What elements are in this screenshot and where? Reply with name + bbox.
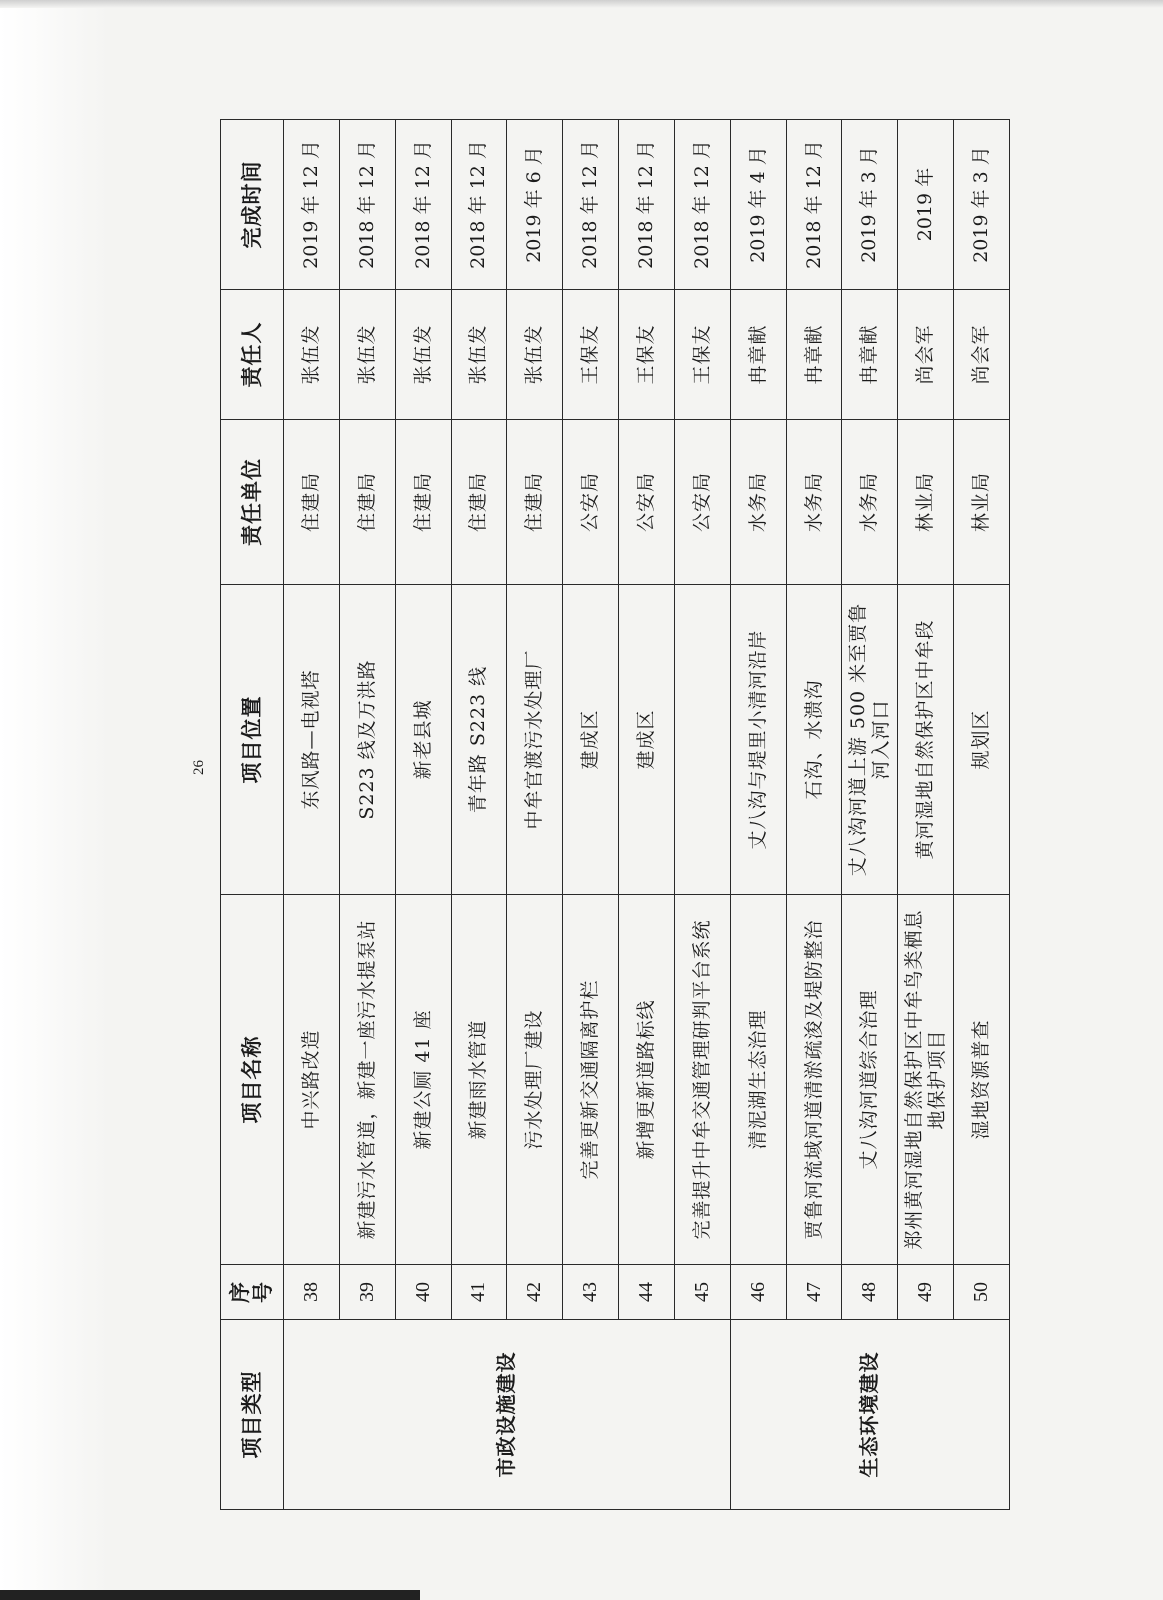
row-person: 尚会军 [954,290,1010,420]
row-unit: 林业局 [954,420,1010,585]
row-location: 建成区 [563,585,619,895]
row-time: 2019 年 3 月 [954,120,1010,290]
row-location: 青年路 S223 线 [451,585,507,895]
row-num: 38 [284,1265,340,1320]
row-time: 2019 年 4 月 [730,120,786,290]
row-num: 49 [898,1265,954,1320]
table-row [619,120,675,1510]
row-time: 2018 年 12 月 [451,120,507,290]
row-time: 2018 年 12 月 [339,120,395,290]
scan-shadow-top [0,0,1163,8]
row-time: 2018 年 12 月 [395,120,451,290]
header-unit: 责任单位 [221,420,284,585]
header-type: 项目类型 [221,1320,284,1510]
row-name: 新增更新道路标线 [619,895,675,1265]
row-location: 东风路—电视塔 [284,585,340,895]
row-person: 王保友 [563,290,619,420]
row-person: 冉章献 [730,290,786,420]
row-num: 45 [674,1265,730,1320]
row-time: 2018 年 12 月 [674,120,730,290]
header-location: 项目位置 [221,585,284,895]
row-name: 新建公厕 41 座 [395,895,451,1265]
row-num: 41 [451,1265,507,1320]
row-person: 冉章献 [842,290,898,420]
row-num: 47 [786,1265,842,1320]
row-location: 石沟、水溃沟 [786,585,842,895]
row-num: 43 [563,1265,619,1320]
row-unit: 公安局 [563,420,619,585]
row-time: 2018 年 12 月 [619,120,675,290]
table-row [954,120,1010,1510]
row-name: 污水处理厂建设 [507,895,563,1265]
row-person: 张伍发 [395,290,451,420]
table-header-row [221,120,284,1510]
row-num: 40 [395,1265,451,1320]
row-name: 清泥湖生态治理 [730,895,786,1265]
table-row [730,120,786,1510]
row-name: 湿地资源普查 [954,895,1010,1265]
row-location: 规划区 [954,585,1010,895]
table-row [284,120,340,1510]
row-name: 丈八沟河道综合治理 [842,895,898,1265]
rotated-page [191,110,1010,1510]
row-time: 2018 年 12 月 [786,120,842,290]
row-num: 39 [339,1265,395,1320]
row-person: 王保友 [674,290,730,420]
row-name: 贾鲁河流域河道清淤疏浚及堤防整治 [786,895,842,1265]
row-unit: 水务局 [730,420,786,585]
row-name: 新建污水管道，新建一座污水提泵站 [339,895,395,1265]
row-location: 中牟官渡污水处理厂 [507,585,563,895]
row-name: 新建雨水管道 [451,895,507,1265]
row-unit: 住建局 [507,420,563,585]
row-name: 完善提升中牟交通管理研判平台系统 [674,895,730,1265]
row-name: 完善更新交通隔离护栏 [563,895,619,1265]
row-location [674,585,730,895]
row-unit: 住建局 [395,420,451,585]
row-location: 丈八沟河道上游 500 米至贾鲁河入河口 [842,585,898,895]
page-number: 26 [191,760,207,775]
header-name: 项目名称 [221,895,284,1265]
row-time: 2019 年 12 月 [284,120,340,290]
row-unit: 林业局 [898,420,954,585]
row-person: 张伍发 [284,290,340,420]
row-time: 2018 年 12 月 [563,120,619,290]
scan-edge-bottom [0,1590,420,1600]
row-location: 黄河湿地自然保护区中牟段 [898,585,954,895]
table-row [451,120,507,1510]
header-person: 责任人 [221,290,284,420]
row-time: 2019 年 6 月 [507,120,563,290]
table-row [395,120,451,1510]
table-row [563,120,619,1510]
row-time: 2019 年 3 月 [842,120,898,290]
header-time: 完成时间 [221,120,284,290]
row-num: 42 [507,1265,563,1320]
row-location: 建成区 [619,585,675,895]
row-unit: 公安局 [674,420,730,585]
row-unit: 水务局 [786,420,842,585]
group-label: 生态环境建设 [730,1320,1009,1510]
row-person: 冉章献 [786,290,842,420]
row-name: 中兴路改造 [284,895,340,1265]
table-row [339,120,395,1510]
row-num: 44 [619,1265,675,1320]
row-unit: 住建局 [339,420,395,585]
table-row [842,120,898,1510]
row-time: 2019 年 [898,120,954,290]
row-person: 张伍发 [339,290,395,420]
row-location: 新老县城 [395,585,451,895]
table-row [507,120,563,1510]
project-table [220,119,1010,1510]
header-num: 序号 [221,1265,284,1320]
row-location: S223 线及万洪路 [339,585,395,895]
row-unit: 水务局 [842,420,898,585]
group-label: 市政设施建设 [284,1320,731,1510]
row-location: 丈八沟与堤里小清河沿岸 [730,585,786,895]
row-unit: 住建局 [451,420,507,585]
scan-shadow-left [0,0,110,1600]
row-unit: 公安局 [619,420,675,585]
row-unit: 住建局 [284,420,340,585]
row-num: 50 [954,1265,1010,1320]
row-num: 48 [842,1265,898,1320]
row-person: 王保友 [619,290,675,420]
row-num: 46 [730,1265,786,1320]
row-person: 张伍发 [451,290,507,420]
table-row [674,120,730,1510]
row-person: 尚会军 [898,290,954,420]
row-person: 张伍发 [507,290,563,420]
row-name: 郑州黄河湿地自然保护区中牟鸟类栖息地保护项目 [898,895,954,1265]
table-row [786,120,842,1510]
table-row [898,120,954,1510]
